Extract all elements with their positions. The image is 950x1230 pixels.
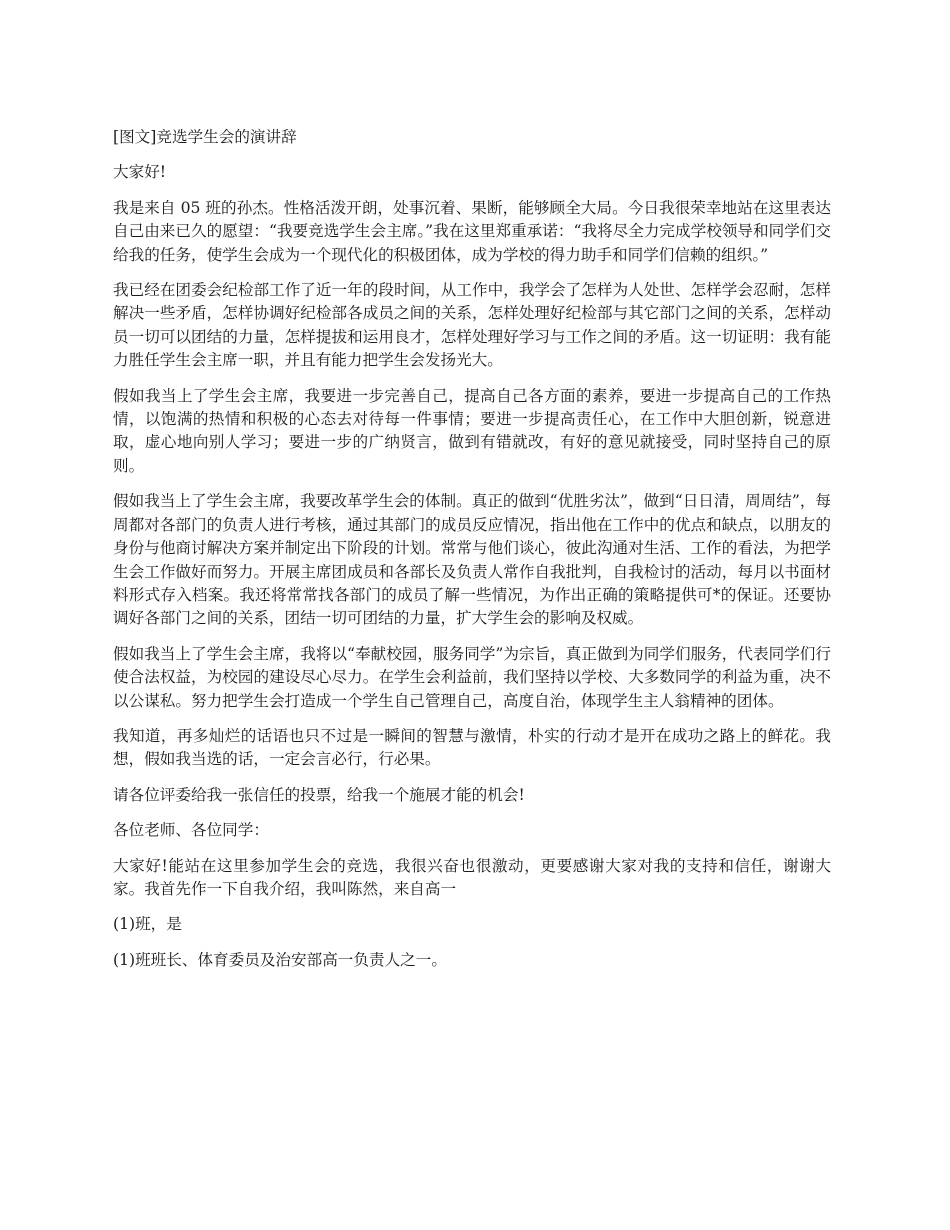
paragraph-introduction: 我是来自 05 班的孙杰。性格活泼开朗，处事沉着、果断，能够顾全大局。今日我很荣幸地站在这里表达自己由来已久的愿望：“我要竞选学生会主席。”我在这里郑重承诺：“我将尽全力完成学校领导和同学们交给我的任务，使学生会成为一个现代化的积极团体，成为学校的得力助手和同学们信赖的组织。” [113,198,831,264]
paragraph-greeting: 大家好! [113,163,167,182]
paragraph-salutation: 各位老师、各位同学： [113,821,269,840]
paragraph-vote-request: 请各位评委给我一张信任的投票，给我一个施展才能的机会! [113,785,525,804]
paragraph-reform: 假如我当上了学生会主席，我要改革学生会的体制。真正的做到“优胜劣汰”，做到“日日清，周周结”，每周都对各部门的负责人进行考核，通过其部门的成员反应情况，指出他在工作中的优点和缺点，以朋友的身份与他商讨解决方案并制定出下阶段的计划。常常与他们谈心，彼此沟通对生活、工作的看法，为把学生会工作做好而努力。开展主席团成员和各部长及负责人常作自我批判，自我检讨的活动，每月以书面材料形式存入档案。我还将常常找各部门的成员了解一些情况，为作出正确的策略提供可*的保证。还要协调好各部门之间的关系，团结一切可团结的力量，扩大学生会的影响及权威。 [113,492,832,628]
paragraph-second-speech: 大家好!能站在这里参加学生会的竞选，我很兴奋也很激动，更要感谢大家对我的支持和信任，谢谢大家。我首先作一下自我介绍，我叫陈然，来自高一 [113,856,831,898]
document-title: [图文]竞选学生会的演讲辞 [113,128,297,146]
paragraph-class-line: (1)班，是 [113,915,182,934]
paragraph-experience: 我已经在团委会纪检部工作了近一年的段时间，从工作中，我学会了怎样为人处世、怎样学会忍耐，怎样解决一些矛盾，怎样协调好纪检部各成员之间的关系，怎样处理好纪检部与其它部门之间的关系，怎样动员一切可以团结的力量，怎样提拔和运用良才，怎样处理好学习与工作之间的矛盾。这一切证明：我有能力胜任学生会主席一职，并且有能力把学生会发扬光大。 [113,281,831,370]
paragraph-self-improvement: 假如我当上了学生会主席，我要进一步完善自己，提高自己各方面的素养，要进一步提高自己的工作热情，以饱满的热情和积极的心态去对待每一件事情；要进一步提高责任心，在工作中大胆创新，锐意进取，虚心地向别人学习；要进一步的广纳贤言，做到有错就改，有好的意见就接受，同时坚持自己的原则。 [113,386,831,475]
paragraph-roles: (1)班班长、体育委员及治安部高一负责人之一。 [113,950,447,969]
paragraph-action: 我知道，再多灿烂的话语也只不过是一瞬间的智慧与激情，朴实的行动才是开在成功之路上的鲜花。我想，假如我当选的话，一定会言必行，行必果。 [113,726,831,769]
paragraph-service: 假如我当上了学生会主席，我将以“奉献校园，服务同学”为宗旨，真正做到为同学们服务，代表同学们行使合法权益，为校园的建设尽心尽力。在学生会利益前，我们坚持以学校、大多数同学的利益为重，决不以公谋私。努力把学生会打造成一个学生自己管理自己，高度自治，体现学生主人翁精神的团体。 [113,644,831,710]
document-page [113,126,831,984]
